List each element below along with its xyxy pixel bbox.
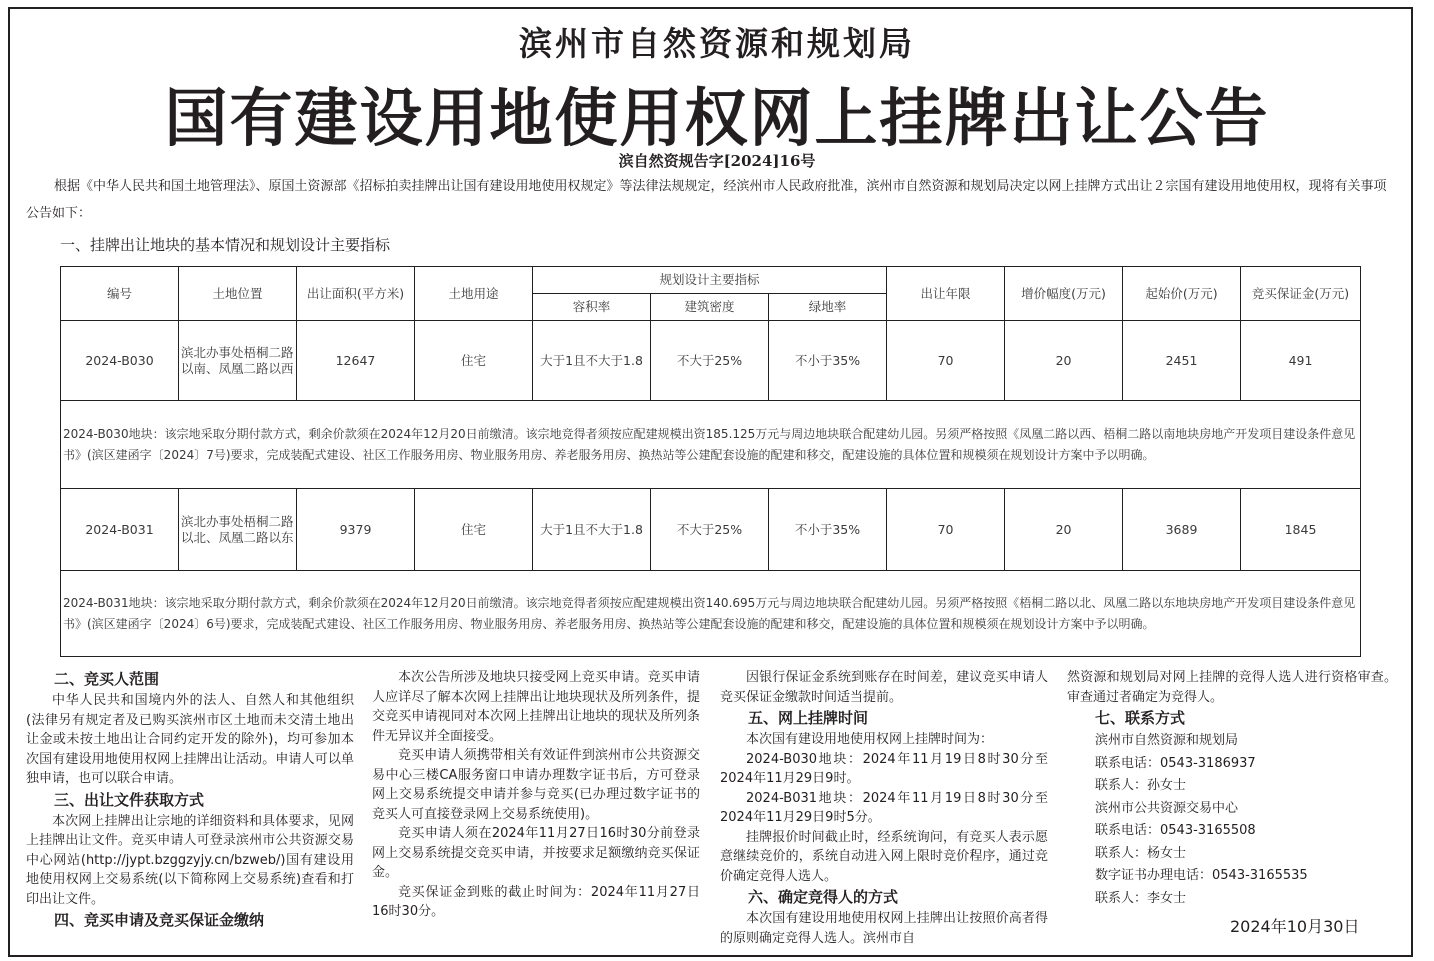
- cell-location: 滨北办事处梧桐二路以北、凤凰二路以东: [179, 489, 297, 571]
- announcement-title: 国有建设用地使用权网上挂牌出让公告: [164, 82, 1270, 155]
- header-green: 绿地率: [769, 294, 887, 321]
- cell-term: 70: [887, 489, 1005, 571]
- cell-density: 不大于25%: [651, 321, 769, 401]
- document-number: 滨自然资规告字[2024]16号: [618, 152, 816, 170]
- section6-title: 六、确定竞得人的方式: [748, 888, 899, 906]
- section6-paragraph-part2: 然资源和规划局对网上挂牌的竞得人选人进行资格审查。审查通过者确定为竞得人。: [1067, 670, 1397, 705]
- contact-line: 联系人：孙女士: [1095, 778, 1187, 793]
- cell-green: 不小于35%: [769, 489, 887, 571]
- cell-green: 不小于35%: [769, 321, 887, 401]
- cell-increment: 20: [1005, 321, 1123, 401]
- section1-title: 一、挂牌出让地块的基本情况和规划设计主要指标: [60, 236, 391, 254]
- contact-line: 滨州市自然资源和规划局: [1095, 733, 1239, 748]
- cell-term: 70: [887, 321, 1005, 401]
- contact-line: 联系人：李女士: [1095, 890, 1187, 906]
- header-id: 编号: [61, 267, 179, 321]
- text-column-3: [720, 668, 1048, 948]
- cell-far: 大于1且不大于1.8: [533, 489, 651, 571]
- section5-paragraph-4: 挂牌报价时间截止时，经系统询问，有竞买人表示愿意继续竞价的，系统自动进入网上限时竞价程序，通过竞价确定竞得人选人。: [720, 829, 1048, 884]
- header-term: 出让年限: [887, 267, 1005, 321]
- cell-far: 大于1且不大于1.8: [533, 321, 651, 401]
- section2-paragraph: 中华人民共和国境内外的法人、自然人和其他组织(法律另有规定者及已购买滨州市区土地而未交清土地出让金或未按土地出让合同约定开发的除外)，均可参加本次国有建设用地使用权网上挂牌出让活动。申请人可以单独申请，也可以联合申请。: [26, 693, 354, 786]
- cell-area: 9379: [297, 489, 415, 571]
- text-column-1: [26, 668, 354, 932]
- cell-note: 2024-B031地块：该宗地采取分期付款方式，剩余价款须在2024年12月20日前缴清。该宗地竞得者须按应配建规模出资140.695万元与周边地块联合配建幼儿园。另须严格按照《梧桐二路以北、凤凰二路以东地块房地产开发项目建设条件意见书》(滨区建函字〔2024〕6号)要求，完成装配式建设、社区工作服务用房、物业服务用房、养老服务用房、换热站等公建配套设施的配建和移交，配建设施的具体位置和规模须在规划设计方案中予以明确。: [61, 571, 1361, 657]
- header-start-price: 起始价(万元): [1123, 267, 1241, 321]
- cell-id: 2024-B030: [61, 321, 179, 401]
- header-far: 容积率: [533, 294, 651, 321]
- cell-use: 住宅: [415, 489, 533, 571]
- section4-title: 四、竞买申请及竞买保证金缴纳: [54, 911, 265, 929]
- section4-paragraph-5: 因银行保证金系统到账存在时间差，建议竞买申请人竞买保证金缴款时间适当提前。: [720, 670, 1048, 705]
- contact-line: 联系电话：0543-3165508: [1095, 823, 1256, 838]
- section6-paragraph-part1: 本次国有建设用地使用权网上挂牌出让按照价高者得的原则确定竞得人选人。滨州市自: [720, 911, 1048, 946]
- issuer-name: 滨州市自然资源和规划局: [519, 24, 915, 63]
- section4-paragraph-1: 本次公告所涉及地块只接受网上竞买申请。竞买申请人应详尽了解本次网上挂牌出让地块现状及所列条件，提交竞买申请视同对本次网上挂牌出让地块的现状及所列条件无异议并全面接受。: [372, 670, 700, 744]
- cell-use: 住宅: [415, 321, 533, 401]
- text-column-4: [1067, 668, 1397, 910]
- cell-id: 2024-B031: [61, 489, 179, 571]
- section5-title: 五、网上挂牌时间: [748, 709, 869, 727]
- intro-paragraph: 根据《中华人民共和国土地管理法》、原国土资源部《招标拍卖挂牌出让国有建设用地使用权规定》等法律法规规定，经滨州市人民政府批准，滨州市自然资源和规划局决定以网上挂牌方式出让２宗国有建设用地使用权，现将有关事项公告如下：: [26, 179, 1387, 221]
- cell-note: 2024-B030地块：该宗地采取分期付款方式，剩余价款须在2024年12月20日前缴清。该宗地竞得者须按应配建规模出资185.125万元与周边地块联合配建幼儿园。另须严格按照《凤凰二路以西、梧桐二路以南地块房地产开发项目建设条件意见书》(滨区建函字〔2024〕7号)要求，完成装配式建设、社区工作服务用房、物业服务用房、养老服务用房、换热站等公建配套设施的配建和移交，配建设施的具体位置和规模须在规划设计方案中予以明确。: [61, 401, 1361, 489]
- section5-paragraph-1: 本次国有建设用地使用权网上挂牌时间为：: [746, 732, 994, 747]
- section4-paragraph-2: 竞买申请人须携带相关有效证件到滨州市公共资源交易中心三楼CA服务窗口申请办理数字证书后，方可登录网上交易系统提交申请并参与竞买(已办理过数字证书的竞买人可直接登录网上交易系统使用)。: [372, 748, 700, 822]
- land-parcel-table: [60, 266, 1361, 657]
- table-note-row: [61, 571, 1361, 657]
- table-header-row: [61, 267, 1361, 294]
- table-row: [61, 489, 1361, 571]
- table-note-row: [61, 401, 1361, 489]
- cell-increment: 20: [1005, 489, 1123, 571]
- header-location: 土地位置: [179, 267, 297, 321]
- contact-line: 联系人：杨女士: [1095, 845, 1187, 861]
- header-deposit: 竞买保证金(万元): [1241, 267, 1361, 321]
- cell-location: 滨北办事处梧桐二路以南、凤凰二路以西: [179, 321, 297, 401]
- cell-start-price: 3689: [1123, 489, 1241, 571]
- section4-paragraph-4: 竞买保证金到账的截止时间为：2024年11月27日16时30分。: [372, 884, 700, 919]
- cell-deposit: 491: [1241, 321, 1361, 401]
- contact-line: 滨州市公共资源交易中心: [1095, 800, 1239, 816]
- cell-deposit: 1845: [1241, 489, 1361, 571]
- section2-title: 二、竞买人范围: [54, 670, 160, 688]
- contact-line: 数字证书办理电话：0543-3165535: [1095, 868, 1308, 883]
- header-area: 出让面积(平方米): [297, 267, 415, 321]
- section5-paragraph-3: 2024-B031地块：2024年11月19日8时30分至2024年11月29日9时5分。: [720, 790, 1048, 825]
- section4-paragraph-3: 竞买申请人须在2024年11月27日16时30分前登录网上交易系统提交竞买申请，并按要求足额缴纳竞买保证金。: [372, 826, 700, 880]
- section7-title: 七、联系方式: [1095, 709, 1186, 727]
- header-density: 建筑密度: [651, 294, 769, 321]
- header-use: 土地用途: [415, 267, 533, 321]
- header-increment: 增价幅度(万元): [1005, 267, 1123, 321]
- section5-paragraph-2: 2024-B030地块：2024年11月19日8时30分至2024年11月29日9时。: [720, 751, 1048, 786]
- cell-area: 12647: [297, 321, 415, 401]
- section3-paragraph: 本次网上挂牌出让宗地的详细资料和具体要求，见网上挂牌出让文件。竞买申请人可登录滨州市公共资源交易中心网站(http://jypt.bzggzyjy.cn/bzweb/)国有建设用地使用权网上交易系统(以下简称网上交易系统)查看和打印出让文件。: [26, 813, 354, 907]
- contact-line: 联系电话：0543-3186937: [1095, 755, 1256, 771]
- section3-title: 三、出让文件获取方式: [54, 790, 205, 809]
- text-column-2: [372, 668, 700, 922]
- publication-date: 2024年10月30日: [1230, 917, 1360, 936]
- table-row: [61, 321, 1361, 401]
- cell-start-price: 2451: [1123, 321, 1241, 401]
- cell-density: 不大于25%: [651, 489, 769, 571]
- header-planning: 规划设计主要指标: [533, 267, 887, 294]
